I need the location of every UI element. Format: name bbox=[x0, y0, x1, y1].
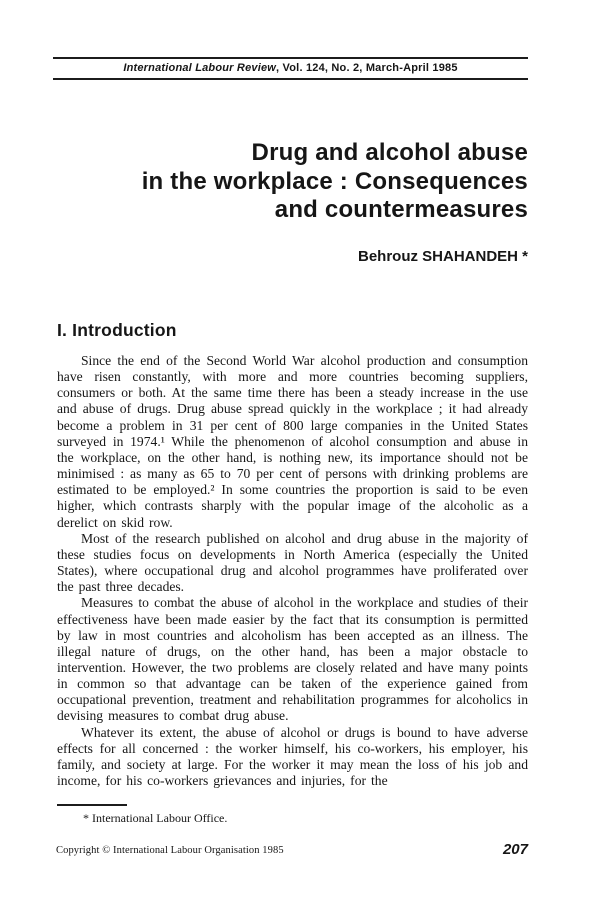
author-byline: Behrouz SHAHANDEH * bbox=[357, 248, 528, 265]
section-heading-introduction: I. Introduction bbox=[57, 320, 177, 340]
footnote-author-affiliation: * International Labour Office. bbox=[83, 811, 228, 825]
article-title-line-2: in the workplace : Consequences bbox=[141, 167, 528, 195]
body-paragraph: Since the end of the Second World War alcohol production and consumption have risen constantly, with more and more countries becoming suppliers, consumers or both. At the same time there has been a steady increase in the use and abuse of drugs. Drug abuse spread quickly in the workplace ; it had already become a problem in 31 per cent of 800 large companies in the United States surveyed in 1974.¹ While the phenomenon of alcohol consumption and abuse in the workplace, on the other hand, is nothing new, its importance should not be minimised : as many as 65 to 70 per cent of persons with drinking problems are estimated to be employed.² In some countries the proportion is said to be even higher, which contrasts sharply with the popular image of the alcoholic as a derelict on skid row. bbox=[57, 353, 528, 530]
body-paragraph: Most of the research published on alcohol and drug abuse in the majority of these studies focus on developments in North America (especially the United States), where occupational drug and alcohol programmes have proliferated over the past three decades. bbox=[57, 530, 528, 595]
article-body bbox=[57, 353, 528, 789]
footnote-divider bbox=[57, 804, 127, 806]
article-title bbox=[57, 139, 528, 225]
article-title-line-3: and countermeasures bbox=[274, 196, 528, 223]
copyright-notice: Copyright © International Labour Organisation 1985 bbox=[56, 845, 284, 856]
journal-header bbox=[53, 57, 528, 80]
journal-name: International Labour Review bbox=[123, 62, 277, 74]
page-number: 207 bbox=[502, 841, 528, 858]
article-title-line-1: Drug and alcohol abuse bbox=[251, 139, 528, 166]
body-paragraph: Whatever its extent, the abuse of alcohol or drugs is bound to have adverse effects for all concerned : the worker himself, his co-workers, his employer, his family, and society at large. For the worker it may mean the loss of his job and income, for his co-workers grievances and injuries, for the bbox=[57, 724, 528, 789]
journal-issue-info: , Vol. 124, No. 2, March-April 1985 bbox=[276, 62, 458, 74]
body-paragraph: Measures to combat the abuse of alcohol in the workplace and studies of their effectiveness have been made easier by the fact that its consumption is permitted by law in most countries and alcoholism has been accepted as an illness. The illegal nature of drugs, on the other hand, has been a major obstacle to intervention. However, the two problems are closely related and have many points in common so that advantage can be taken of the experience gained from occupational prevention, treatment and rehabilitation programmes for alcoholics in devising measures to combat drug abuse. bbox=[57, 595, 528, 724]
